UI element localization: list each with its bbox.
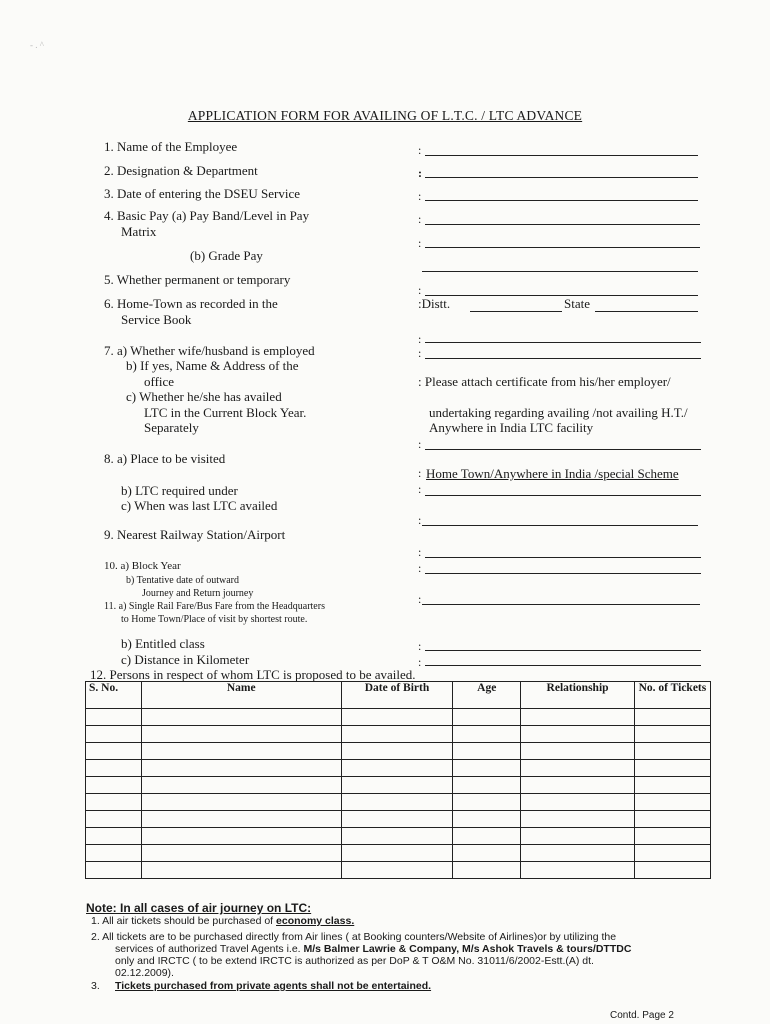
- table-cell[interactable]: [453, 811, 521, 828]
- fill-line-block-year[interactable]: [425, 573, 701, 574]
- fill-line-grade-pay[interactable]: [425, 247, 700, 248]
- colon: :: [418, 639, 422, 653]
- table-row: [86, 777, 711, 794]
- attach-certificate-text: : Please attach certificate from his/her employer/: [418, 374, 671, 389]
- item-11c-label: c) Distance in Kilometer: [121, 652, 250, 667]
- scan-smudge: - . ^: [30, 40, 44, 50]
- table-row: [86, 862, 711, 879]
- table-cell[interactable]: [341, 811, 453, 828]
- item-3-label: 3. Date of entering the DSEU Service: [104, 186, 301, 201]
- table-cell[interactable]: [453, 777, 521, 794]
- table-cell[interactable]: [634, 777, 710, 794]
- table-cell[interactable]: [141, 777, 341, 794]
- fill-line-date-entering[interactable]: [425, 200, 698, 201]
- fill-line-place-visit[interactable]: [425, 449, 701, 450]
- colon: :: [418, 437, 422, 451]
- note-item-2-line-3: only and IRCTC ( to be extend IRCTC is authorized as per DoP & T O&M No. 31011/6/2002-Estt.(A) dt.: [115, 955, 594, 967]
- table-row: [86, 794, 711, 811]
- table-cell[interactable]: [634, 794, 710, 811]
- item-8a-label: 8. a) Place to be visited: [104, 451, 226, 466]
- table-cell[interactable]: [86, 743, 142, 760]
- table-cell[interactable]: [141, 862, 341, 879]
- item-7b-label: b) If yes, Name & Address of the: [126, 358, 299, 373]
- table-cell[interactable]: [634, 862, 710, 879]
- colon: :: [418, 346, 422, 360]
- col-header-dob: Date of Birth: [341, 682, 453, 709]
- fill-line-spouse-office[interactable]: [425, 358, 701, 359]
- table-cell[interactable]: [521, 743, 635, 760]
- colon: :: [418, 513, 422, 527]
- continued-page-note: Contd. Page 2: [610, 1010, 674, 1021]
- table-cell[interactable]: [634, 811, 710, 828]
- table-row: [86, 845, 711, 862]
- colon: :: [418, 332, 422, 346]
- colon: :: [418, 143, 422, 157]
- item-11a-label: 11. a) Single Rail Fare/Bus Fare from the Headquarters: [104, 601, 325, 612]
- table-cell[interactable]: [141, 811, 341, 828]
- table-cell[interactable]: [634, 709, 710, 726]
- note-economy-class: economy class.: [276, 915, 355, 927]
- table-cell[interactable]: [521, 726, 635, 743]
- fill-line-pay-band[interactable]: [425, 224, 700, 225]
- colon: :: [418, 166, 422, 180]
- table-cell[interactable]: [141, 726, 341, 743]
- colon: :: [418, 466, 422, 480]
- table-cell[interactable]: [86, 828, 142, 845]
- item-8c-label: c) When was last LTC availed: [121, 498, 278, 513]
- table-cell[interactable]: [521, 709, 635, 726]
- fill-line-ltc-required[interactable]: [425, 495, 701, 496]
- table-cell[interactable]: [453, 743, 521, 760]
- table-cell[interactable]: [341, 794, 453, 811]
- item-4a-label-cont: Matrix: [121, 224, 157, 239]
- item-11a-label-cont: to Home Town/Place of visit by shortest route.: [121, 614, 308, 625]
- note-item-2-text: services of authorized Travel Agents i.e.: [115, 943, 304, 955]
- fill-line-railway-station[interactable]: [425, 557, 701, 558]
- item-7c-label: c) Whether he/she has availed: [126, 389, 282, 404]
- item-6-label: 6. Home-Town as recorded in the: [104, 296, 278, 311]
- item-11b-label: b) Entitled class: [121, 636, 205, 651]
- item-6-label-cont: Service Book: [121, 312, 192, 327]
- table-cell[interactable]: [453, 794, 521, 811]
- colon: :: [418, 236, 422, 250]
- table-cell[interactable]: [141, 794, 341, 811]
- table-cell[interactable]: [634, 743, 710, 760]
- colon: :: [418, 561, 422, 575]
- table-cell[interactable]: [634, 726, 710, 743]
- item-4b-label: (b) Grade Pay: [190, 248, 263, 263]
- table-cell[interactable]: [521, 828, 635, 845]
- table-cell[interactable]: [86, 709, 142, 726]
- colon: :: [418, 592, 422, 606]
- table-cell[interactable]: [341, 828, 453, 845]
- table-cell[interactable]: [141, 709, 341, 726]
- table-cell[interactable]: [634, 828, 710, 845]
- table-row: [86, 760, 711, 777]
- undertaking-text: undertaking regarding availing /not availing H.T./: [429, 405, 688, 420]
- note-item-2-line-4: 02.12.2009).: [115, 967, 174, 979]
- table-cell[interactable]: [341, 862, 453, 879]
- item-10a-label: 10. a) Block Year: [104, 560, 181, 572]
- table-cell[interactable]: [86, 760, 142, 777]
- table-row: [86, 743, 711, 760]
- item-10b-label-cont: Journey and Return journey: [142, 588, 254, 599]
- ltc-scheme-options: Home Town/Anywhere in India /special Scheme: [426, 466, 679, 481]
- fill-line-distance[interactable]: [425, 665, 701, 666]
- table-cell[interactable]: [453, 862, 521, 879]
- table-header-row: [86, 682, 711, 709]
- table-row: [86, 828, 711, 845]
- table-cell[interactable]: [521, 811, 635, 828]
- item-7c-label-cont2: Separately: [144, 420, 199, 435]
- colon: :: [418, 482, 422, 496]
- item-10b-label: b) Tentative date of outward: [126, 575, 239, 586]
- item-1-label: 1. Name of the Employee: [104, 139, 238, 154]
- table-cell[interactable]: [86, 811, 142, 828]
- persons-table: [85, 681, 711, 879]
- table-cell[interactable]: [141, 828, 341, 845]
- colon: :: [418, 283, 422, 297]
- table-cell[interactable]: [341, 743, 453, 760]
- anywhere-text: Anywhere in India LTC facility: [429, 420, 594, 435]
- col-header-relationship: Relationship: [521, 682, 635, 709]
- item-9-label: 9. Nearest Railway Station/Airport: [104, 527, 286, 542]
- note-item-2-line-1: 2. All tickets are to be purchased directly from Air lines ( at Booking counters/Website of Airlines)or by utilizing the: [91, 931, 617, 943]
- fill-line-tentative-date[interactable]: [422, 604, 700, 605]
- table-cell[interactable]: [341, 845, 453, 862]
- item-8b-label: b) LTC required under: [121, 483, 238, 498]
- table-cell[interactable]: [453, 828, 521, 845]
- state-label: State: [564, 296, 590, 311]
- table-row: [86, 811, 711, 828]
- form-title: APPLICATION FORM FOR AVAILING OF L.T.C. / LTC ADVANCE: [187, 108, 583, 123]
- colon: :: [418, 189, 422, 203]
- fill-line-designation[interactable]: [425, 177, 698, 178]
- note-item-2-line-2: [115, 943, 631, 956]
- note-authorized-agents: M/s Balmer Lawrie & Company, M/s Ashok Travels & tours/DTTDC: [303, 943, 632, 955]
- fill-line-extra[interactable]: [425, 295, 698, 296]
- colon: :: [418, 545, 422, 559]
- table-row: [86, 709, 711, 726]
- item-4a-label: 4. Basic Pay (a) Pay Band/Level in Pay: [104, 208, 310, 223]
- col-header-tickets: No. of Tickets: [634, 682, 710, 709]
- note-heading: Note: In all cases of air journey on LTC:: [86, 901, 312, 915]
- table-cell[interactable]: [86, 794, 142, 811]
- note-item-3-text: Tickets purchased from private agents shall not be entertained.: [115, 980, 432, 992]
- item-5-label: 5. Whether permanent or temporary: [104, 272, 291, 287]
- table-cell[interactable]: [521, 862, 635, 879]
- table-cell[interactable]: [521, 845, 635, 862]
- table-cell[interactable]: [521, 760, 635, 777]
- col-header-sno: S. No.: [86, 682, 142, 709]
- table-cell[interactable]: [141, 845, 341, 862]
- item-7a-label: 7. a) Whether wife/husband is employed: [104, 343, 315, 358]
- fill-line-name[interactable]: [425, 155, 698, 156]
- table-cell[interactable]: [453, 709, 521, 726]
- fill-line-distt[interactable]: [470, 311, 562, 312]
- table-cell[interactable]: [341, 777, 453, 794]
- table-cell[interactable]: [634, 760, 710, 777]
- table-cell[interactable]: [453, 726, 521, 743]
- table-cell[interactable]: [634, 845, 710, 862]
- table-cell[interactable]: [341, 726, 453, 743]
- table-cell[interactable]: [141, 743, 341, 760]
- item-7b-label-cont: office: [144, 374, 175, 389]
- table-cell[interactable]: [86, 845, 142, 862]
- table-cell[interactable]: [341, 709, 453, 726]
- distt-label: :Distt.: [418, 296, 451, 311]
- table-cell[interactable]: [86, 777, 142, 794]
- table-row: [86, 726, 711, 743]
- fill-line-last-ltc[interactable]: [422, 525, 698, 526]
- table-cell[interactable]: [341, 760, 453, 777]
- table-cell[interactable]: [521, 777, 635, 794]
- fill-line-state[interactable]: [595, 311, 698, 312]
- note-item-1-text: 1. All air tickets should be purchased of: [91, 915, 277, 927]
- item-12-label: 12. Persons in respect of whom LTC is proposed to be availed.: [90, 667, 416, 682]
- note-item-3-number: 3.: [91, 980, 100, 992]
- col-header-name: Name: [141, 682, 341, 709]
- fill-line-spouse-employed[interactable]: [425, 342, 701, 343]
- col-header-age: Age: [453, 682, 521, 709]
- table-cell[interactable]: [86, 726, 142, 743]
- colon: :: [418, 212, 422, 226]
- table-cell[interactable]: [86, 862, 142, 879]
- table-cell[interactable]: [453, 760, 521, 777]
- table-cell[interactable]: [141, 760, 341, 777]
- fill-line-entitled-class[interactable]: [425, 650, 701, 651]
- colon: :: [418, 655, 422, 669]
- table-cell[interactable]: [521, 794, 635, 811]
- item-2-label: 2. Designation & Department: [104, 163, 258, 178]
- note-item-1: [91, 915, 354, 928]
- table-cell[interactable]: [453, 845, 521, 862]
- item-7c-label-cont: LTC in the Current Block Year.: [144, 405, 307, 420]
- fill-line-permanent[interactable]: [422, 271, 698, 272]
